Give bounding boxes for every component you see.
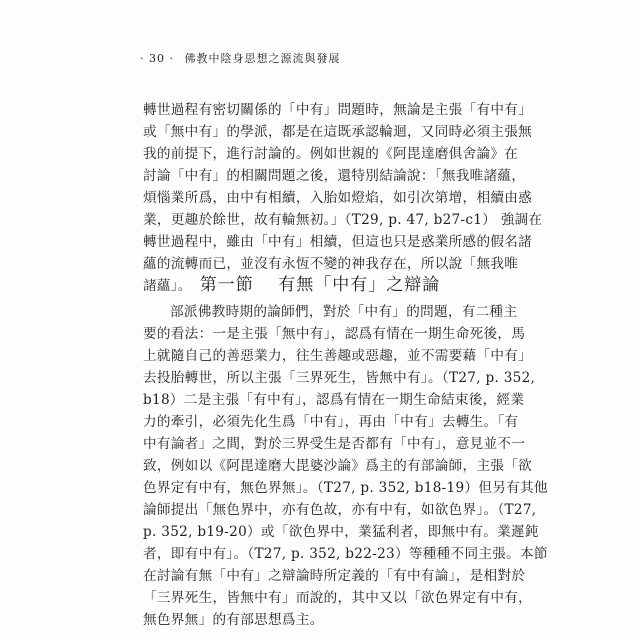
text-line: 無色界無」的有部思想爲主。 bbox=[143, 612, 324, 628]
text-line: 去投胎轉世，所以主張「三界死生，皆無中有」。（T27, p. 352, bbox=[143, 370, 536, 386]
text-line: 討論「中有」的相關問題之後，還特別結論說：「無我唯諸蘊， bbox=[143, 168, 526, 184]
text-line: 力的牽引，必須先化生爲「中有」，再由「中有」去轉生。「有 bbox=[143, 414, 519, 430]
section-heading bbox=[0, 270, 640, 295]
text-line: 業，更趣於餘世，故有輪無初。」（T29, p. 47, b27-c1） 強調在 bbox=[143, 212, 543, 228]
text-line: 要的看法：一是主張「無中有」，認爲有情在一期生命死後，馬 bbox=[143, 326, 526, 342]
text-line: 在討論有無「中有」之辯論時所定義的「有中有論」，是相對於 bbox=[143, 568, 526, 584]
text-line: 者，即有中有」。（T27, p. 352, b22-23）等種種不同主張。本節 bbox=[143, 546, 548, 562]
paragraph-2 bbox=[143, 301, 548, 631]
text-line: 轉世過程中，雖由「中有」相續，但這也只是惑業所感的假名諸 bbox=[143, 234, 533, 250]
text-line: p. 352, b19-20）或「欲色界中，業猛利者，即無中有。業遲鈍 bbox=[143, 524, 539, 540]
section-number: 第一節 bbox=[199, 275, 254, 295]
paragraph-1 bbox=[143, 99, 543, 297]
text-line: 煩惱業所爲，由中有相續，入胎如燈焰，如引次第增，相續由惑 bbox=[143, 190, 533, 206]
running-head bbox=[140, 50, 340, 66]
text-line: 色界定有中有，無色界無」。（T27, p. 352, b18-19）但另有其他 bbox=[143, 480, 548, 496]
text-line: 我的前提下，進行討論的。例如世親的《阿毘達磨俱舍論》在 bbox=[143, 146, 519, 162]
running-title: 佛教中陰身思想之源流與發展 bbox=[184, 52, 341, 65]
text-line: 或「無中有」的學派，都是在這既承認輪迴，又同時必須主張無 bbox=[143, 124, 533, 140]
text-line: 論師提出「無色界中，亦有色故，亦有中有，如欲色界」。（T27, bbox=[143, 502, 537, 518]
page-number: · 30 · bbox=[140, 52, 174, 65]
text-line: 中有論者」之間，對於三界受生是否都有「中有」，意見並不一 bbox=[143, 436, 526, 452]
text-line: 「三界死生，皆無中有」而說的，其中又以「欲色界定有中有， bbox=[143, 590, 533, 606]
text-line: 部派佛教時期的論師們，對於「中有」的問題，有二種主 bbox=[170, 304, 518, 320]
section-title-text: 有無「中有」之辯論 bbox=[278, 275, 441, 295]
text-line: b18）二是主張「有中有」，認爲有情在一期生命結束後，經業 bbox=[143, 392, 525, 408]
text-line: 致，例如以《阿毘達磨大毘婆沙論》爲主的有部論師，主張「欲 bbox=[143, 458, 533, 474]
text-line: 諸蘊」。 bbox=[143, 278, 192, 294]
text-line: 上就隨自己的善惡業力，往生善趣或惡趣，並不需要藉「中有」 bbox=[143, 348, 533, 364]
text-line: 轉世過程有密切關係的「中有」問題時，無論是主張「有中有」 bbox=[143, 102, 533, 118]
text-line: 蘊的流轉而已，並沒有永恆不變的神我存在，所以說「無我唯 bbox=[143, 256, 519, 272]
